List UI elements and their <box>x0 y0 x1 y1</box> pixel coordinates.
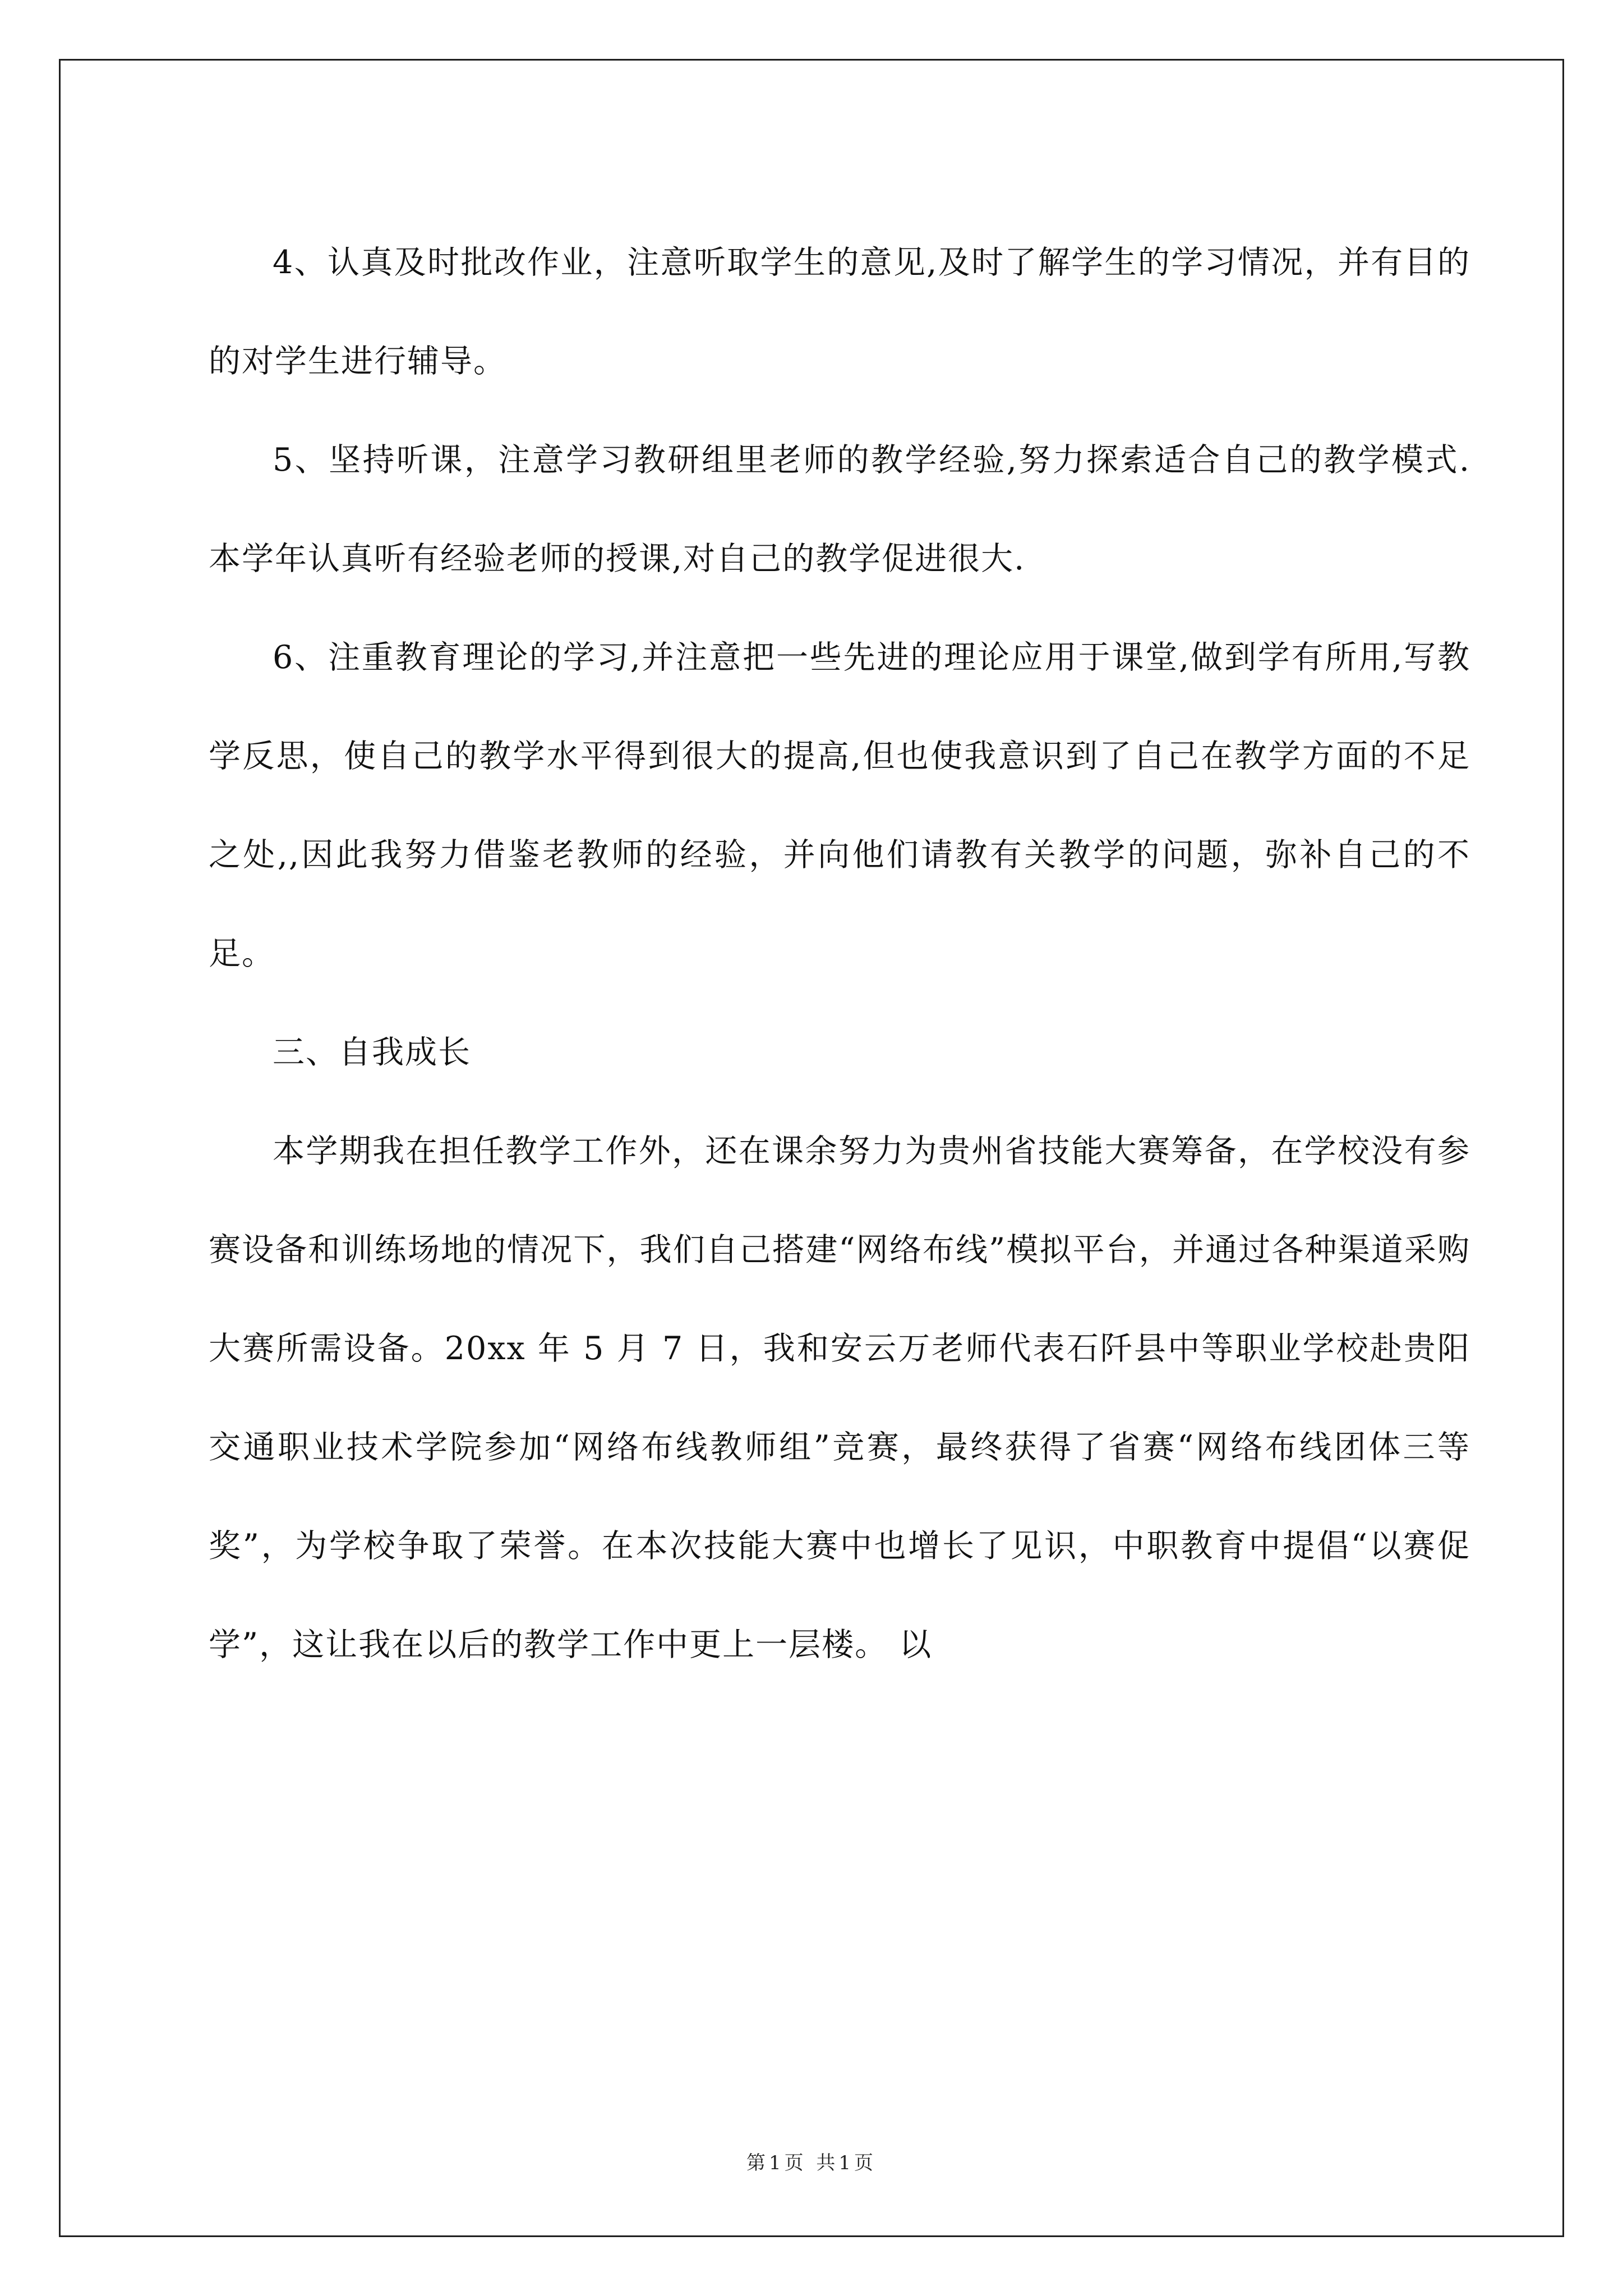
document-body <box>209 213 1470 1694</box>
paragraph-item-6: 6、注重教育理论的学习,并注意把一些先进的理论应用于课堂,做到学有所用,写教学反思，使自己的教学水平得到很大的提高,但也使我意识到了自己在教学方面的不足之处,,因此我努力借鉴老教师的经验，并向他们请教有关教学的问题，弥补自己的不足。 <box>209 639 1470 972</box>
paragraph-item-4: 4、认真及时批改作业，注意听取学生的意见,及时了解学生的学习情况，并有目的的对学生进行辅导。 <box>209 244 1470 380</box>
section-heading-self-growth: 三、自我成长 <box>273 1034 471 1071</box>
page-number-footer: 第1页 共1页 <box>746 2152 877 2174</box>
paragraph-self-growth-body: 本学期我在担任教学工作外，还在课余努力为贵州省技能大赛筹备，在学校没有参赛设备和训练场地的情况下，我们自己搭建“网络布线”模拟平台，并通过各种渠道采购大赛所需设备。20xx 年 5 月 7 日，我和安云万老师代表石阡县中等职业学校赴贵阳交通职业技术学院参加“网络布线教师组”竞赛，最终获得了省赛“网络布线团体三等奖”，为学校争取了荣誉。在本次技能大赛中也增长了见识，中职教育中提倡“以赛促学”，这让我在以后的教学工作中更上一层楼。 以 <box>209 1133 1470 1663</box>
paragraph-item-5: 5、坚持听课，注意学习教研组里老师的教学经验,努力探索适合自己的教学模式.本学年认真听有经验老师的授课,对自己的教学促进很大. <box>209 441 1470 577</box>
